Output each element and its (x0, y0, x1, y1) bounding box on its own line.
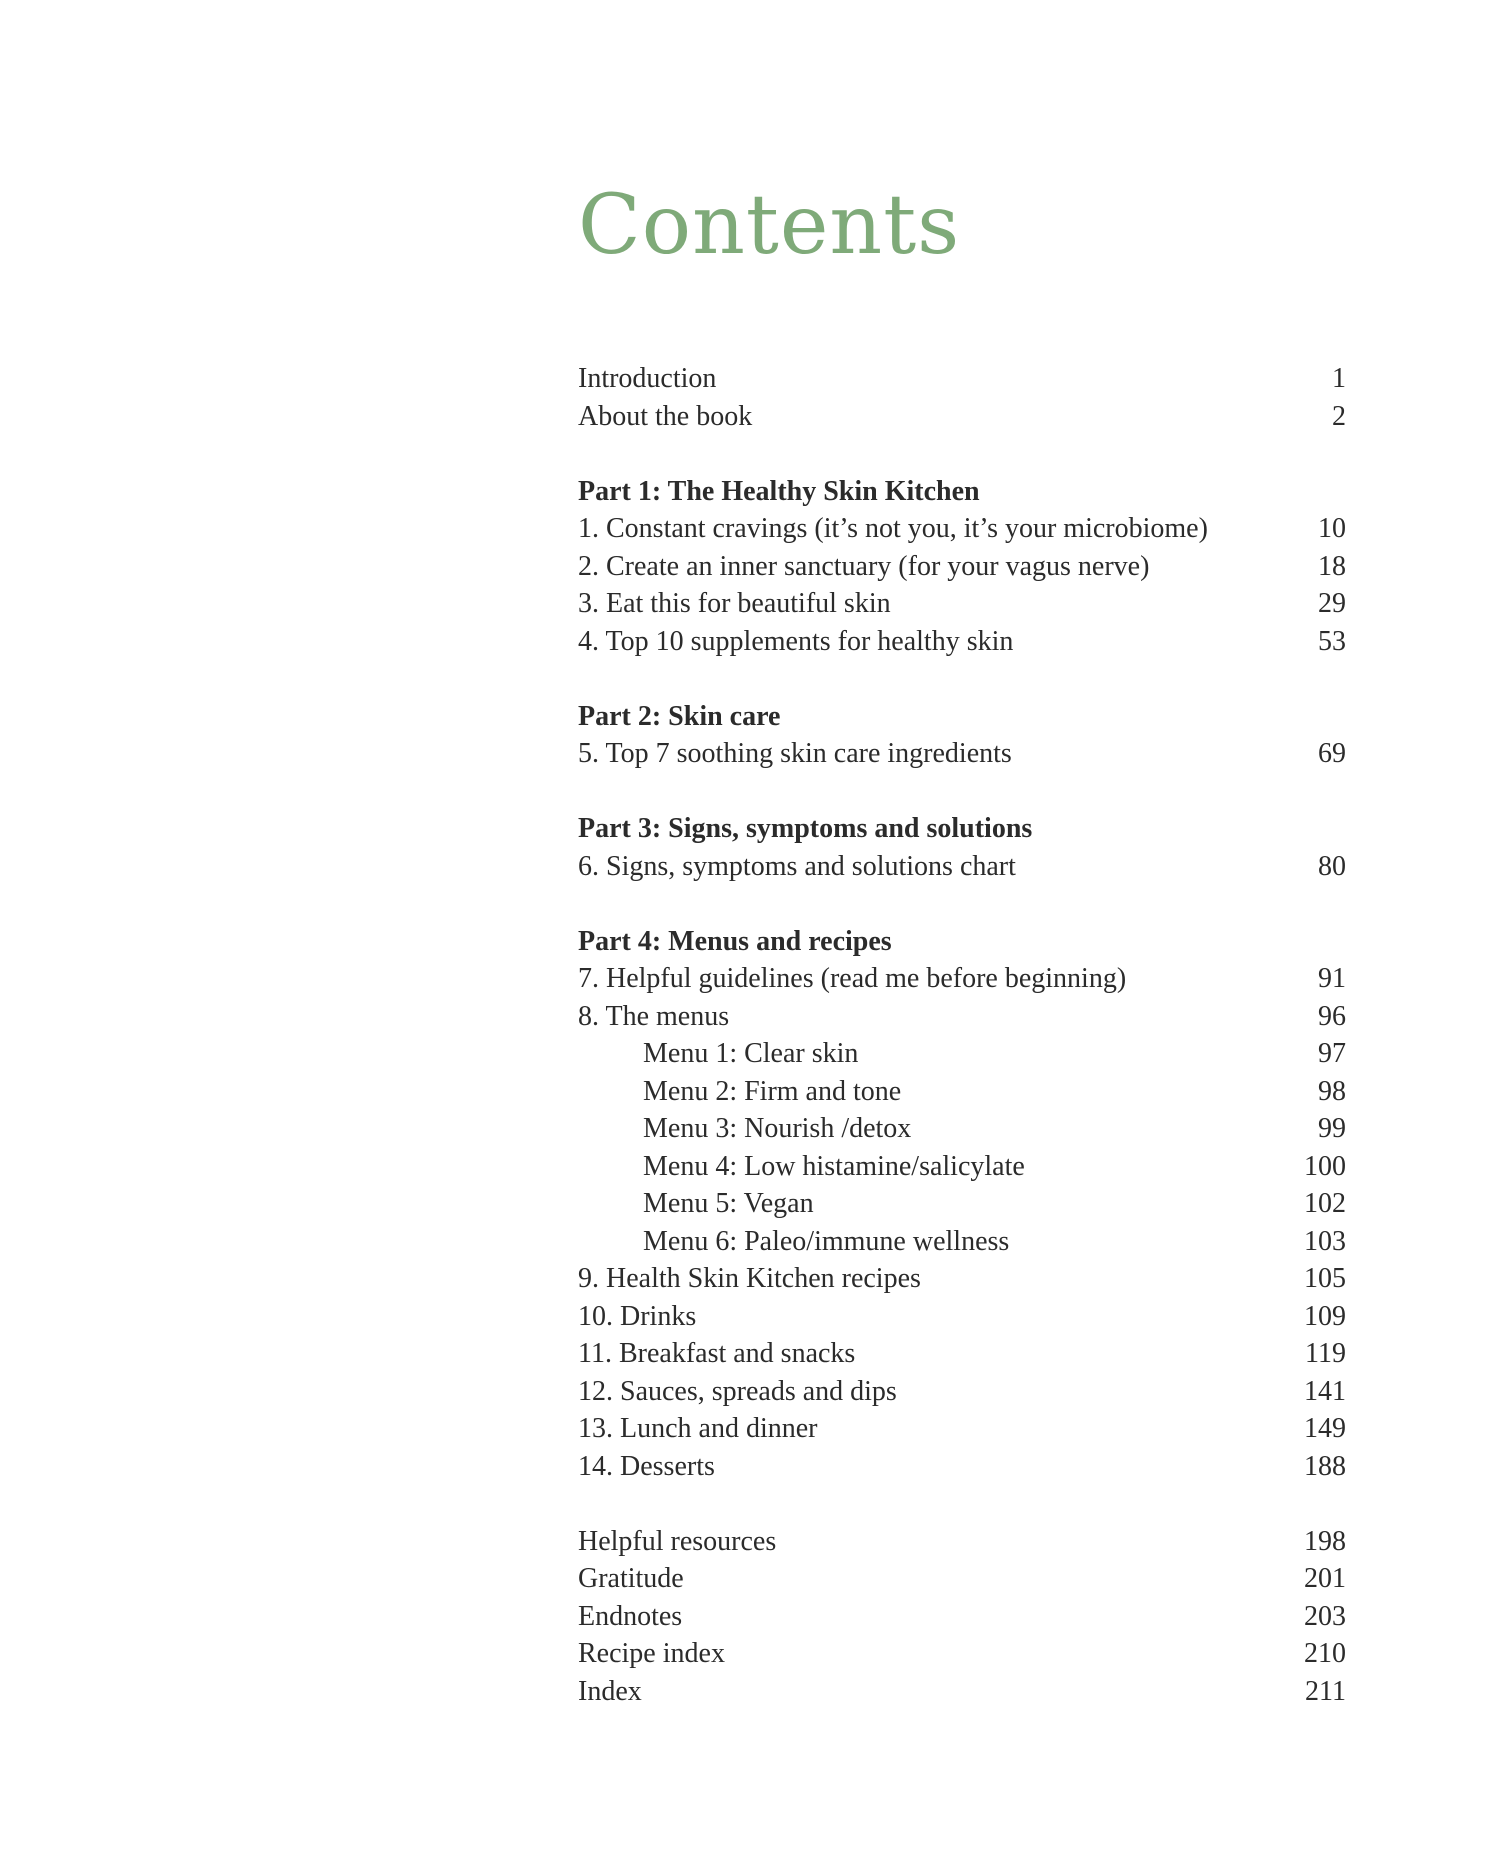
toc-entry[interactable] (578, 735, 1346, 773)
toc-entry-label: 7. Helpful guidelines (read me before beginning) (578, 963, 1127, 994)
toc-subentry[interactable] (578, 1223, 1346, 1261)
toc-entry[interactable] (578, 1560, 1346, 1598)
toc-page-number: 98 (1318, 1075, 1346, 1107)
section-heading-label: Part 2: Skin care (578, 700, 781, 732)
toc-entry-label: Menu 3: Nourish /detox (643, 1113, 912, 1144)
toc-subentry[interactable] (578, 1148, 1346, 1186)
toc-page-number: 188 (1304, 1450, 1346, 1482)
toc-entry-label: 4. Top 10 supplements for healthy skin (578, 625, 1014, 657)
toc-entry[interactable] (578, 1410, 1346, 1448)
toc-entry-label: Helpful resources (578, 1525, 777, 1557)
toc-page-number: 2 (1332, 400, 1346, 432)
toc-entry-label: Menu 6: Paleo/immune wellness (643, 1225, 1010, 1257)
section-heading (578, 698, 1346, 736)
toc-page-number: 97 (1318, 1038, 1346, 1069)
toc-page-number: 80 (1318, 850, 1346, 882)
toc-entry-label: Gratitude (578, 1563, 684, 1594)
toc-entry-label: Menu 1: Clear skin (643, 1038, 859, 1069)
toc-page-number: 210 (1304, 1638, 1346, 1669)
toc-entry[interactable] (578, 1298, 1346, 1336)
toc-entry-label: 14. Desserts (578, 1450, 715, 1482)
toc-entry[interactable] (578, 360, 1346, 398)
toc-page-number: 100 (1304, 1150, 1346, 1182)
page-title: Contents (578, 178, 961, 273)
section-spacer (578, 1485, 1346, 1523)
toc-entry[interactable] (578, 510, 1346, 548)
section-heading-label: Part 4: Menus and recipes (578, 925, 892, 957)
toc-page-number: 69 (1318, 738, 1346, 769)
toc-page-number: 109 (1304, 1300, 1346, 1332)
toc-page-number: 119 (1305, 1338, 1346, 1369)
toc-entry[interactable] (578, 1673, 1346, 1711)
toc-page-number: 99 (1318, 1113, 1346, 1144)
toc-entry[interactable] (578, 623, 1346, 661)
toc-entry-label: Menu 4: Low histamine/salicylate (643, 1150, 1025, 1182)
toc-entry-label: Recipe index (578, 1638, 725, 1669)
toc-entry-label: Index (578, 1675, 642, 1707)
toc-entry-label: 13. Lunch and dinner (578, 1413, 818, 1444)
toc-entry[interactable] (578, 998, 1346, 1036)
toc-entry[interactable] (578, 548, 1346, 586)
toc-entry-label: 2. Create an inner sanctuary (for your vagus nerve) (578, 550, 1150, 582)
toc-entry[interactable] (578, 398, 1346, 436)
section-spacer (578, 773, 1346, 811)
toc-page-number: 18 (1318, 550, 1346, 582)
toc-entry-label: Introduction (578, 363, 717, 394)
toc-entry-label: 10. Drinks (578, 1300, 697, 1332)
toc-subentry[interactable] (578, 1035, 1346, 1073)
section-spacer (578, 885, 1346, 923)
toc-page-number: 91 (1318, 963, 1346, 994)
section-heading-label: Part 1: The Healthy Skin Kitchen (578, 475, 980, 507)
toc-page-number: 1 (1332, 363, 1346, 394)
toc-entry-label: 11. Breakfast and snacks (578, 1338, 856, 1369)
toc-page-number: 149 (1304, 1413, 1346, 1444)
toc-entry[interactable] (578, 1523, 1346, 1561)
toc-entry-label: Menu 2: Firm and tone (643, 1075, 902, 1107)
toc-entry-label: 1. Constant cravings (it’s not you, it’s your microbiome) (578, 513, 1208, 544)
toc-entry-label: About the book (578, 400, 753, 432)
section-heading (578, 923, 1346, 961)
toc-page-number: 102 (1304, 1188, 1346, 1219)
toc-subentry[interactable] (578, 1110, 1346, 1148)
toc-entry-label: 9. Health Skin Kitchen recipes (578, 1263, 921, 1294)
section-spacer (578, 660, 1346, 698)
toc-page-number: 10 (1318, 513, 1346, 544)
section-heading-label: Part 3: Signs, symptoms and solutions (578, 813, 1033, 844)
toc-entry[interactable] (578, 1373, 1346, 1411)
toc-entry[interactable] (578, 585, 1346, 623)
toc-page-number: 29 (1318, 588, 1346, 619)
toc-entry-label: 3. Eat this for beautiful skin (578, 588, 891, 619)
toc-page-number: 53 (1318, 625, 1346, 657)
section-heading (578, 473, 1346, 511)
toc-page-number: 211 (1305, 1675, 1346, 1707)
toc-entry[interactable] (578, 1635, 1346, 1673)
toc-entry[interactable] (578, 1598, 1346, 1636)
toc-page-number: 201 (1304, 1563, 1346, 1594)
toc-entry[interactable] (578, 848, 1346, 886)
toc-page-number: 105 (1304, 1263, 1346, 1294)
toc-page-number: 141 (1304, 1375, 1346, 1407)
table-of-contents (578, 360, 1346, 1710)
toc-entry-label: 8. The menus (578, 1000, 730, 1032)
toc-page-number: 103 (1304, 1225, 1346, 1257)
toc-subentry[interactable] (578, 1185, 1346, 1223)
toc-page-number: 198 (1304, 1525, 1346, 1557)
toc-entry[interactable] (578, 1260, 1346, 1298)
toc-entry-label: Endnotes (578, 1600, 683, 1632)
toc-page-number: 96 (1318, 1000, 1346, 1032)
toc-page-number: 203 (1304, 1600, 1346, 1632)
toc-entry[interactable] (578, 960, 1346, 998)
toc-entry[interactable] (578, 1335, 1346, 1373)
toc-entry-label: 6. Signs, symptoms and solutions chart (578, 850, 1016, 882)
toc-entry-label: 5. Top 7 soothing skin care ingredients (578, 738, 1012, 769)
section-spacer (578, 435, 1346, 473)
toc-entry[interactable] (578, 1448, 1346, 1486)
toc-subentry[interactable] (578, 1073, 1346, 1111)
toc-entry-label: Menu 5: Vegan (643, 1188, 814, 1219)
toc-entry-label: 12. Sauces, spreads and dips (578, 1375, 897, 1407)
section-heading (578, 810, 1346, 848)
